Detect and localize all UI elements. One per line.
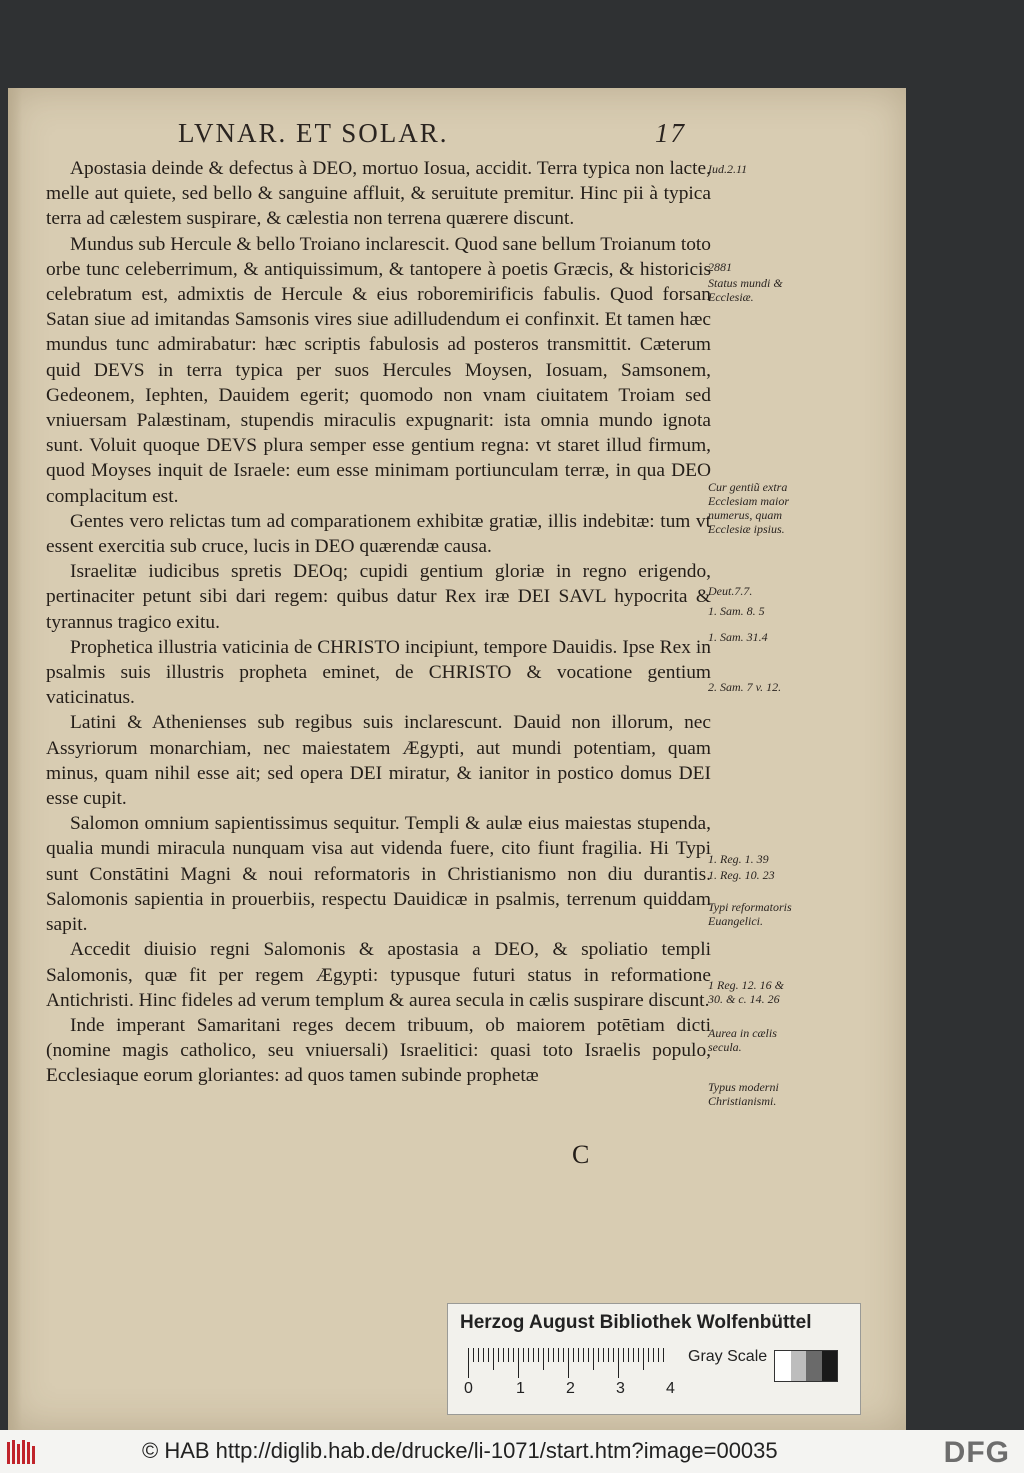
margin-note: 1. Reg. 10. 23 <box>708 868 775 882</box>
page-gutter-shadow <box>8 88 22 1430</box>
margin-note: 1. Sam. 31.4 <box>708 630 768 644</box>
margin-note: Status mundi & Ecclesiæ. <box>708 276 783 304</box>
paragraph: Israelitæ iudicibus spretis DEOq; cupidi gentium gloriæ in regno erigendo, pertinaciter petunt sibi dari regem: quibus datur Rex iræ DEI SAVL hypocrita & tyrannus tragico exitu. <box>46 561 711 633</box>
gray-swatch-mid <box>806 1351 822 1381</box>
ruler-number: 2 <box>566 1380 575 1397</box>
margin-note: Typi reformatoris Euangelici. <box>708 900 792 928</box>
footer-bar <box>0 1430 1024 1473</box>
margin-note: 1 Reg. 12. 16 & 30. & c. 14. 26 <box>708 978 784 1006</box>
ruler-number: 4 <box>666 1380 675 1397</box>
ruler-number: 0 <box>464 1380 473 1397</box>
library-label-title: Herzog August Bibliothek Wolfenbüttel <box>460 1312 812 1333</box>
paragraph: Apostasia deinde & defectus à DEO, mortuo Iosua, accidit. Terra typica non lacte, melle aut quiete, sed bello & sanguine affluit, & seruitute premitur. Hinc pii à typica terra ad cælestem suspirare, & cælestia non terrena quærere discunt. <box>46 158 711 230</box>
ruler-ticks <box>468 1348 668 1378</box>
body-text <box>46 156 711 1089</box>
gray-swatch-light <box>791 1351 807 1381</box>
paragraph: Accedit diuisio regni Salomonis & apostasia a DEO, & spoliatio templi Salomonis, quæ fit per regem Ægypti: typusque futuri status in reformatione Antichristi. Hinc fideles ad verum templum & aurea secula in cælis suspirare discunt. <box>46 939 711 1011</box>
dfg-logo: DFG <box>943 1436 1010 1469</box>
gray-swatch-white <box>775 1351 791 1381</box>
library-label-card <box>447 1303 861 1415</box>
paragraph: Gentes vero relictas tum ad comparationem exhibitæ gratiæ, illis indebitæ: tum vt essent exercitia sub cruce, lucis in DEO quærendæ causa. <box>46 510 711 558</box>
paragraph: Salomon omnium sapientissimus sequitur. Templi & aulæ eius maiestas stupenda, qualia mundi miracula nunquam visa aut videnda fuere, cito fiunt fragilia. Hi Typi sunt Constātini Magni & noui reformatoris in Christianismo non diu durantis. Salomonis sapientia in prouerbiis, respectu Dauidicæ in psalmis, terrenum quiddam sapit. <box>46 813 711 936</box>
paragraph: Latini & Athenienses sub regibus suis inclarescunt. Dauid non illorum, nec Assyriorum monarchiam, nec maiestatem Ægypti, aut mundi potentiam, quam minus, quam nihil esse ait; sed opera DEI miratur, & ianitor in postico domus DEI esse cupit. <box>46 712 711 810</box>
margin-note: Cur gentiũ extra Ecclesiam maior numerus, quam Ecclesiæ ipsius. <box>708 480 789 536</box>
gray-scale-label: Gray Scale <box>688 1348 768 1365</box>
paragraph: Inde imperant Samaritani reges decem tribuum, ob maiorem potētiam dicti (nomine magis catholico, seu vniuersali) Israelitici: quasi toto Israelis populo, Ecclesiaque eorum gloriantes: ad quos tamen subinde prophetæ <box>46 1014 711 1087</box>
ruler-number: 3 <box>616 1380 625 1397</box>
scale-ruler <box>468 1348 668 1378</box>
margin-note: 1. Sam. 8. 5 <box>708 604 765 618</box>
gray-swatch-dark <box>822 1351 838 1381</box>
gray-scale-swatches <box>774 1350 838 1382</box>
page-number: 17 <box>655 118 686 148</box>
hab-logo-icon <box>6 1438 36 1466</box>
margin-note: Iud.2.11 <box>708 162 748 176</box>
margin-note: 2881 <box>708 260 732 274</box>
footer-credit[interactable]: © HAB http://diglib.hab.de/drucke/li-1071/start.htm?image=00035 <box>142 1438 778 1463</box>
paragraph: Mundus sub Hercule & bello Troiano inclarescit. Quod sane bellum Troianum toto orbe tunc celeberrimum, & antiquissimum, & tantopere à poetis Græcis, & historicis celebratum est, admixtis de Hercule & eius roboremirificis fabulis. Quod forsan Satan siue ad imitandas Samsonis vires siue adilludendum ei confinxit. Et tamen hæc mundus tunc admirabatur: hæc scriptis fabulosis ad posteros transmittit. Cæterum quid DEVS in terra typica per suos Hercules Moysen, Iosuam, Samsonem, Gedeonem, Iephten, Dauidem egerit; quomodo non vnam ciuitatem Troiam sed vniuersam Palæstinam, stupendis miraculis expugnarit: ista omnia mundo ignota sunt. Voluit quoque DEVS plura semper esse gentium regna: vt staret illud firmum, quod Moyses inquit de Israele: eum esse minimam portiunculam terræ, in qua DEO complacitum est. <box>46 233 711 507</box>
margin-note: Typus moderni Christianismi. <box>708 1080 779 1108</box>
signature-mark: C <box>572 1140 590 1169</box>
margin-note: 2. Sam. 7 v. 12. <box>708 680 782 694</box>
ruler-number: 1 <box>516 1380 525 1397</box>
running-head-title: LVNAR. ET SOLAR. <box>178 118 449 148</box>
margin-note: Aurea in cælis secula. <box>708 1026 777 1054</box>
paragraph: Prophetica illustria vaticinia de CHRISTO incipiunt, tempore Dauidis. Ipse Rex in psalmis suis illustris propheta eminet, de CHRISTO & vocatione gentium vaticinatus. <box>46 636 711 709</box>
margin-note: 1. Reg. 1. 39 <box>708 852 769 866</box>
margin-note: Deut.7.7. <box>708 584 753 598</box>
